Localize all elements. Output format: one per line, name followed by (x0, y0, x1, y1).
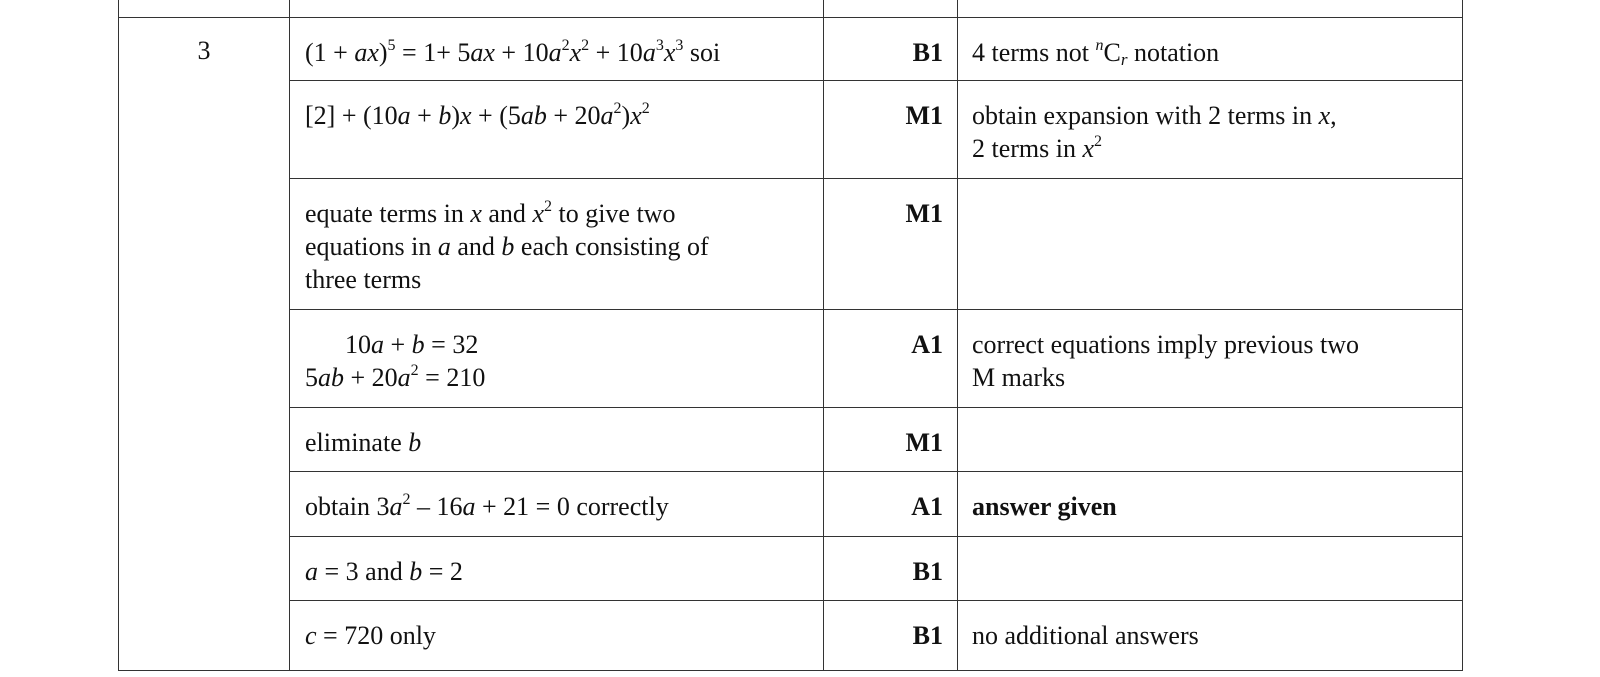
guidance-cell: correct equations imply previous two M marks (958, 310, 1463, 408)
mark-cell: B1 (824, 537, 958, 601)
table-row (119, 472, 1463, 537)
mark-cell: A1 (824, 310, 958, 408)
table-row (119, 310, 1463, 408)
mark-cell: A1 (824, 472, 958, 537)
answer-cell: eliminate b (290, 408, 824, 472)
answer-cell: obtain $3a^2 - 16a + 21 = 0$ correctly (290, 472, 824, 537)
answer-cell: a = 3 and b = 2 (290, 537, 824, 601)
table-row (119, 408, 1463, 472)
mark-cell: B1 (824, 18, 958, 81)
answer-cell: equate terms in x and $x^2$ to give two equations in a and b each consisting of three terms (290, 179, 824, 310)
answer-given-note: answer given (972, 492, 1117, 521)
question-number: 3 (119, 18, 290, 671)
mark-cell: M1 (824, 179, 958, 310)
answer-cell: 10a + b = 32 $5ab + 20a^2 = 210$ (290, 310, 824, 408)
table-row (119, 601, 1463, 671)
guidance-cell (958, 537, 1463, 601)
guidance-cell (958, 472, 1463, 537)
guidance-cell: obtain expansion with 2 terms in x, 2 terms in $x^2$ (958, 81, 1463, 179)
table-row (119, 18, 1463, 81)
table-row (119, 0, 1463, 18)
answer-cell: $[2] + (10a + b)x + (5ab + 20a^2)x^2$ (290, 81, 824, 179)
answer-cell: c = 720 only (290, 601, 824, 671)
mark-cell: M1 (824, 81, 958, 179)
table-row (119, 81, 1463, 179)
guidance-cell: no additional answers (958, 601, 1463, 671)
guidance-cell (958, 179, 1463, 310)
table-row (119, 179, 1463, 310)
guidance-cell: 4 terms not $^nC_r$ notation (958, 18, 1463, 81)
mark-cell: M1 (824, 408, 958, 472)
mark-scheme-table (118, 0, 1463, 671)
answer-cell: $(1 + ax)^5 = 1+ 5ax + 10a^2x^2 + 10a^3x^3$ soi (290, 18, 824, 81)
mark-cell: B1 (824, 601, 958, 671)
guidance-cell (958, 408, 1463, 472)
table-row (119, 537, 1463, 601)
